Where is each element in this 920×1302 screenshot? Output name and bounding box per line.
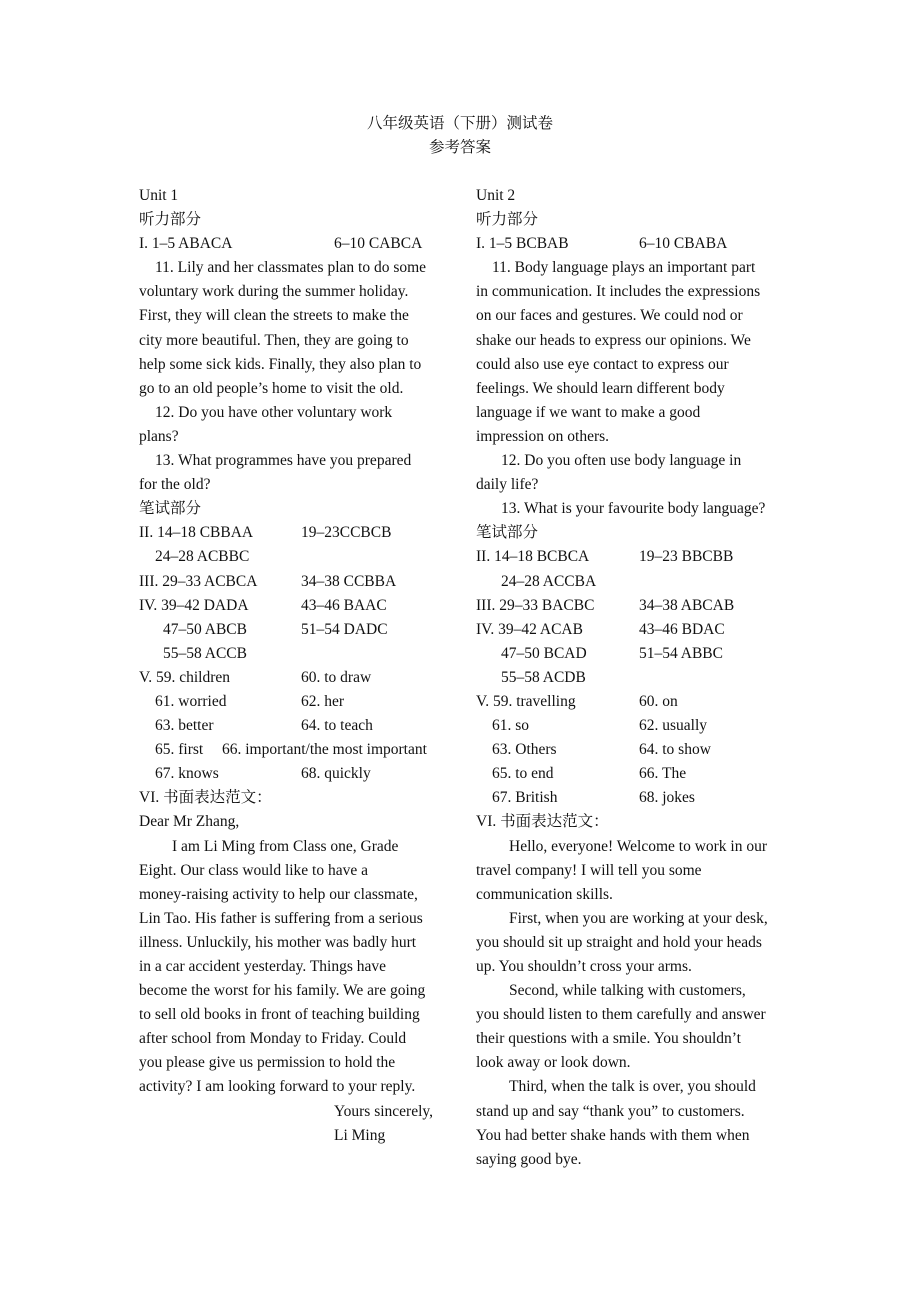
unit1-column	[139, 184, 459, 1148]
unit2-written-label: 笔试部分	[476, 524, 539, 542]
answer: 60. to draw	[301, 668, 372, 686]
answer: IV. 39–42 ACAB	[476, 620, 583, 638]
unit1-essay-line: to sell old books in front of teaching building	[139, 1006, 420, 1024]
answer: 19–23 BBCBB	[639, 548, 734, 566]
unit1-essay-line: I am Li Ming from Class one, Grade	[172, 837, 399, 855]
answer: 34–38 CCBBA	[301, 572, 397, 590]
answer: 63. Others	[492, 741, 557, 759]
answer: 67. British	[492, 789, 558, 807]
unit2-row-IV	[476, 618, 796, 642]
unit1-essay-line: in a car accident yesterday. Things have	[139, 958, 387, 975]
unit2-row-V	[476, 690, 796, 714]
answer: 62. usually	[639, 717, 708, 735]
unit2-q11: on our faces and gestures. We could nod or	[476, 307, 743, 325]
unit2-row-II	[476, 545, 796, 569]
unit1-q11: First, they will clean the streets to make the	[139, 307, 409, 325]
unit1-row-V-2	[139, 690, 459, 714]
answer: 62. her	[301, 692, 345, 710]
answer: 19–23CCBCB	[301, 524, 392, 542]
unit2-essay-line: Second, while talking with customers,	[509, 982, 746, 1000]
unit2-heading: Unit 2	[476, 187, 516, 204]
unit2-q12: daily life?	[476, 476, 539, 494]
unit1-essay-greeting: Dear Mr Zhang,	[139, 813, 240, 831]
unit1-essay-label: VI. 书面表达范文：	[139, 789, 272, 807]
answer: 65. to end	[492, 765, 554, 783]
unit2-row-IV-2	[476, 642, 796, 666]
unit2-row-V-4	[476, 762, 796, 786]
unit2-q11: in communication. It includes the expressions	[476, 283, 761, 301]
unit2-listening-label: 听力部分	[476, 211, 539, 229]
answer: 63. better	[155, 717, 214, 735]
unit1-q11: go to an old people’s home to visit the old.	[139, 379, 404, 397]
unit2-essay-line: travel company! I will tell you some	[476, 861, 702, 879]
answer: 68. quickly	[301, 765, 371, 783]
unit1-q11: help some sick kids. Finally, they also plan to	[139, 355, 422, 373]
unit1-row-II-2: 24–28 ACBBC	[155, 548, 250, 566]
answer: 43–46 BDAC	[639, 620, 725, 638]
answer: II. 14–18 CBBAA	[139, 524, 254, 542]
unit2-essay-line: look away or look down.	[476, 1054, 631, 1072]
unit1-essay-line: Eight. Our class would like to have a	[139, 861, 369, 879]
unit1-row-V-4	[139, 738, 459, 762]
unit2-essay-line: communication skills.	[476, 885, 613, 903]
answer: 64. to show	[639, 741, 711, 759]
unit1-q12: plans?	[139, 427, 179, 445]
unit2-essay-line: Hello, everyone! Welcome to work in our	[509, 837, 768, 855]
unit2-q12: 12. Do you often use body language in	[501, 452, 742, 470]
unit2-row-IV-3: 55–58 ACDB	[501, 668, 586, 686]
document-title: 八年级英语（下册）测试卷	[366, 115, 553, 132]
answer: 61. worried	[155, 692, 227, 710]
answer: 51–54 ABBC	[639, 644, 723, 662]
unit2-q11: feelings. We should learn different body	[476, 379, 725, 397]
unit1-row-V-3	[139, 714, 459, 738]
unit2-q11: 11. Body language plays an important part	[492, 259, 756, 277]
unit2-row-V-5	[476, 786, 796, 810]
unit2-essay-line: First, when you are working at your desk,	[509, 909, 768, 927]
unit1-essay-line: Lin Tao. His father is suffering from a serious	[139, 909, 423, 927]
answer: V. 59. children	[139, 668, 230, 686]
answer: III. 29–33 ACBCA	[139, 572, 258, 590]
unit2-q11: shake our heads to express our opinions. We	[476, 331, 751, 349]
answer: I. 1–5 BCBAB	[476, 235, 569, 253]
answer: 47–50 BCAD	[501, 644, 587, 662]
unit2-row-III	[476, 594, 796, 618]
unit1-row-IV-3: 55–58 ACCB	[163, 644, 247, 662]
unit2-essay-line: you should sit up straight and hold your heads	[476, 933, 762, 951]
unit2-q11: could also use eye contact to express our	[476, 355, 729, 373]
answer: 51–54 DADC	[301, 620, 388, 638]
answer: I. 1–5 ABACA	[139, 235, 233, 253]
unit1-listening-label: 听力部分	[139, 211, 202, 229]
unit2-q11: impression on others.	[476, 427, 610, 445]
unit1-essay-line: activity? I am looking forward to your reply.	[139, 1078, 416, 1096]
answer: III. 29–33 BACBC	[476, 596, 595, 614]
unit2-essay-line: their questions with a smile. You shouldn’t	[476, 1030, 741, 1048]
unit2-q13: 13. What is your favourite body language?	[501, 500, 766, 518]
unit1-row-IV-2	[139, 618, 459, 642]
unit2-essay-line: saying good bye.	[476, 1150, 582, 1168]
unit2-essay-label: VI. 书面表达范文：	[476, 813, 609, 831]
unit2-essay-line: stand up and say “thank you” to customers.	[476, 1102, 745, 1120]
unit1-row-V	[139, 666, 459, 690]
unit1-essay-line: after school from Monday to Friday. Could	[139, 1030, 407, 1048]
answer: 68. jokes	[639, 789, 695, 807]
unit2-row-V-3	[476, 738, 796, 762]
answer: 67. knows	[155, 765, 219, 783]
unit1-essay-line: illness. Unluckily, his mother was badly hurt	[139, 933, 417, 951]
unit1-row-III	[139, 570, 459, 594]
unit2-row-I	[476, 232, 796, 256]
answer: 6–10 CABCA	[334, 235, 423, 253]
answer: 64. to teach	[301, 717, 373, 735]
unit2-column	[476, 184, 796, 1172]
answer: IV. 39–42 DADA	[139, 596, 249, 614]
answer: 47–50 ABCB	[163, 620, 247, 638]
unit1-row-V-5	[139, 762, 459, 786]
answer: 6–10 CBABA	[639, 235, 728, 253]
unit2-q11: language if we want to make a good	[476, 403, 701, 421]
unit1-q11: voluntary work during the summer holiday.	[139, 283, 409, 301]
unit1-row-I	[139, 232, 459, 256]
answer: V. 59. travelling	[476, 692, 576, 710]
answer: II. 14–18 BCBCA	[476, 548, 590, 566]
unit1-q11: city more beautiful. Then, they are going to	[139, 331, 409, 349]
answer: 65. first	[155, 741, 204, 759]
unit1-q11: 11. Lily and her classmates plan to do some	[155, 259, 427, 277]
answer: 43–46 BAAC	[301, 596, 387, 614]
unit1-essay-line: money-raising activity to help our classmate,	[139, 885, 418, 903]
unit1-q13: for the old?	[139, 476, 211, 494]
unit1-row-II	[139, 521, 459, 545]
unit2-row-V-2	[476, 714, 796, 738]
unit1-written-label: 笔试部分	[139, 500, 202, 518]
unit1-heading: Unit 1	[139, 187, 179, 204]
unit1-essay-line: you please give us permission to hold the	[139, 1054, 396, 1072]
unit1-q13: 13. What programmes have you prepared	[155, 452, 412, 470]
unit2-essay-line: Third, when the talk is over, you should	[509, 1078, 756, 1096]
unit2-essay-line: You had better shake hands with them when	[476, 1126, 750, 1144]
unit1-q12: 12. Do you have other voluntary work	[155, 403, 393, 421]
answer: 60. on	[639, 692, 678, 710]
answer: 34–38 ABCAB	[639, 596, 735, 614]
document-subtitle: 参考答案	[428, 139, 491, 156]
unit1-signature: Li Ming	[334, 1126, 386, 1144]
answer: 61. so	[492, 717, 530, 735]
unit2-essay-line: you should listen to them carefully and answer	[476, 1006, 766, 1024]
unit1-closing: Yours sincerely,	[334, 1102, 434, 1120]
unit2-essay-line: up. You shouldn’t cross your arms.	[476, 958, 692, 975]
unit1-row-IV	[139, 594, 459, 618]
unit2-row-II-2: 24–28 ACCBA	[501, 572, 597, 590]
unit1-essay-line: become the worst for his family. We are going	[139, 982, 426, 1000]
answer: 66. important/the most important	[222, 741, 427, 759]
answer: 66. The	[639, 765, 687, 783]
